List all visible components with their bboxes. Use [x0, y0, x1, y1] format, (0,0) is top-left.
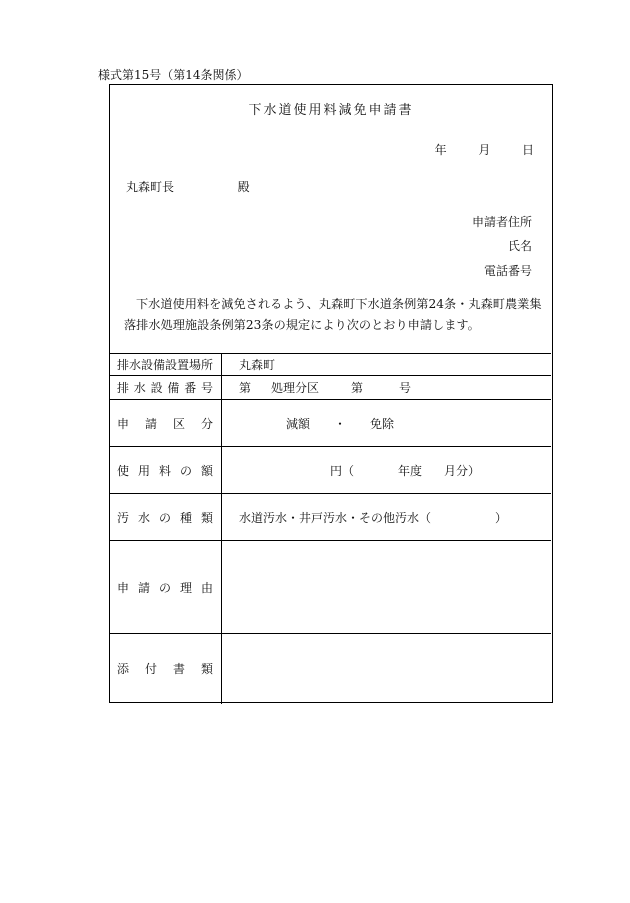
label-char: 付	[144, 662, 157, 677]
label-reason	[110, 541, 222, 634]
label-category	[110, 400, 222, 447]
label-char: 請	[144, 416, 157, 431]
label-char: 種	[179, 510, 192, 525]
month-label: 月	[478, 143, 491, 157]
day-label: 日	[521, 143, 534, 157]
sewage-options: 水道汚水・井戸汚水・その他汚水（	[239, 510, 432, 525]
option-exemption: 免除	[370, 416, 395, 431]
applicant-address-label: 申請者住所	[471, 215, 532, 229]
label-char: 分	[200, 416, 213, 431]
value-reason	[222, 541, 552, 634]
row-equipment-number	[110, 376, 551, 400]
applicant-name-label: 氏名	[507, 239, 532, 253]
equip-district: 処理分区	[271, 381, 320, 395]
addressee-name: 丸森町長	[126, 180, 175, 194]
label-equipment-number-text	[117, 379, 221, 396]
label-equipment-number	[110, 376, 222, 400]
sewage-close: ）	[495, 510, 508, 525]
label-fee-text	[117, 462, 221, 479]
label-char: 額	[200, 463, 213, 478]
label-char: 類	[200, 662, 213, 677]
value-sewage-type	[222, 494, 552, 541]
label-char: 排	[117, 381, 130, 395]
label-char: 申	[117, 580, 130, 595]
label-char: 請	[137, 580, 150, 595]
label-char: 使	[117, 463, 130, 478]
label-location: 排水設備設置場所	[110, 354, 222, 376]
label-char: 水	[133, 381, 146, 395]
equip-go: 号	[399, 381, 412, 395]
form-title: 下水道使用料減免申請書	[248, 103, 414, 118]
year-label: 年	[434, 143, 447, 157]
addressee-line	[126, 178, 250, 195]
label-char: 用	[137, 463, 150, 478]
option-reduction: 減額	[286, 416, 311, 431]
label-category-text	[117, 415, 221, 432]
form-number: 様式第15号（第14条関係）	[98, 68, 249, 82]
addressee-honorific: 殿	[237, 180, 250, 194]
label-char: の	[158, 580, 171, 595]
label-char: 由	[200, 580, 213, 595]
date-line	[435, 141, 534, 158]
label-char: 備	[167, 381, 180, 395]
row-location	[110, 354, 551, 376]
label-char: 番	[184, 381, 197, 395]
row-sewage-type	[110, 494, 551, 541]
label-char: 設	[150, 381, 163, 395]
equip-dai-1: 第	[239, 381, 252, 395]
fee-nendo: 年度	[398, 463, 423, 478]
value-category	[222, 400, 552, 447]
value-equipment-number	[222, 376, 552, 400]
label-attachments-text	[117, 660, 221, 677]
label-char: 書	[172, 662, 185, 677]
label-char: 号	[200, 381, 213, 395]
label-sewage-type-text	[117, 509, 221, 526]
label-char: 汚	[117, 510, 130, 525]
equip-dai-2: 第	[351, 381, 364, 395]
application-table	[110, 353, 551, 704]
label-reason-text	[117, 579, 221, 596]
row-fee	[110, 447, 551, 494]
value-attachments	[222, 634, 552, 704]
application-statement: 下水道使用料を減免されるよう、丸森町下水道条例第24条・丸森町農業集落排水処理施設条例第23条の規定により次のとおり申請します。	[124, 297, 542, 332]
row-category	[110, 400, 551, 447]
label-char: 水	[137, 510, 150, 525]
label-fee	[110, 447, 222, 494]
label-char: 申	[117, 416, 130, 431]
applicant-phone-label: 電話番号	[483, 264, 532, 278]
label-char: 料	[158, 463, 171, 478]
row-attachments	[110, 634, 551, 704]
application-form	[109, 84, 553, 703]
value-location: 丸森町	[222, 354, 552, 376]
label-char: 理	[179, 580, 192, 595]
label-sewage-type	[110, 494, 222, 541]
value-fee	[222, 447, 552, 494]
label-attachments	[110, 634, 222, 704]
row-reason	[110, 541, 551, 634]
fee-month: 月分）	[444, 463, 481, 478]
option-separator: ・	[334, 416, 347, 431]
label-char: 添	[117, 662, 130, 677]
fee-yen: 円（	[330, 463, 355, 478]
label-char: の	[179, 463, 192, 478]
label-char: 区	[172, 416, 185, 431]
label-char: 類	[200, 510, 213, 525]
label-char: の	[158, 510, 171, 525]
